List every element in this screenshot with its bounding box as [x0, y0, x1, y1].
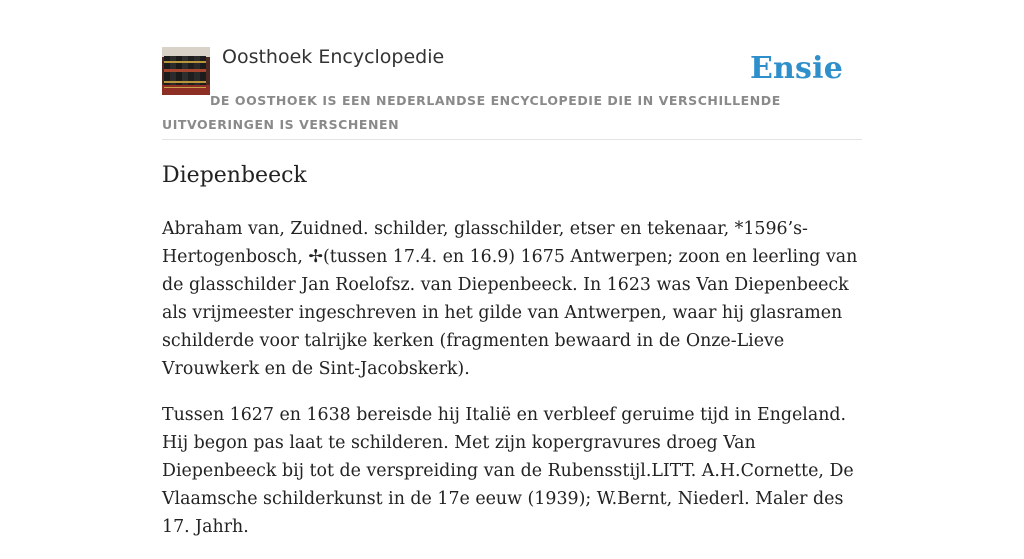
site-header	[162, 44, 862, 140]
ensie-logo[interactable]: Ensie	[749, 51, 843, 86]
site-tagline: DE OOSTHOEK IS EEN NEDERLANDSE ENCYCLOPEDIE DIE IN VERSCHILLENDE UITVOERINGEN IS VERSCHENEN	[162, 93, 781, 132]
article-paragraph: Tussen 1627 en 1638 bereisde hij Italië en verbleef geruime tijd in Engeland. Hij begon pas laat te schilderen. Met zijn kopergravures droeg Van Diepenbeeck bij tot de verspreiding van de Rubensstijl.LITT. A.H.Cornette, De Vlaamsche schilderkunst in de 17e eeuw (1939); W.Bernt, Niederl. Maler des 17. Jahrh.	[162, 405, 854, 537]
site-name[interactable]: Oosthoek Encyclopedie	[222, 46, 445, 68]
article-body	[162, 215, 862, 559]
article-title: Diepenbeeck	[162, 163, 307, 188]
article-paragraph: Abraham van, Zuidned. schilder, glasschilder, etser en tekenaar, *1596’s-Hertogenbosch, ✢(tussen 17.4. en 16.9) 1675 Antwerpen; zoon en leerling van de glasschilder Jan Roelofsz. van Diepenbeeck. In 1623 was Van Diepenbeeck als vrijmeester ingeschreven in het gilde van Antwerpen, waar hij glasramen schilderde voor talrijke kerken (fragmenten bewaard in de Onze-Lieve Vrouwkerk en de Sint-Jacobskerk).	[162, 219, 858, 379]
encyclopedia-books-icon[interactable]	[162, 47, 210, 95]
